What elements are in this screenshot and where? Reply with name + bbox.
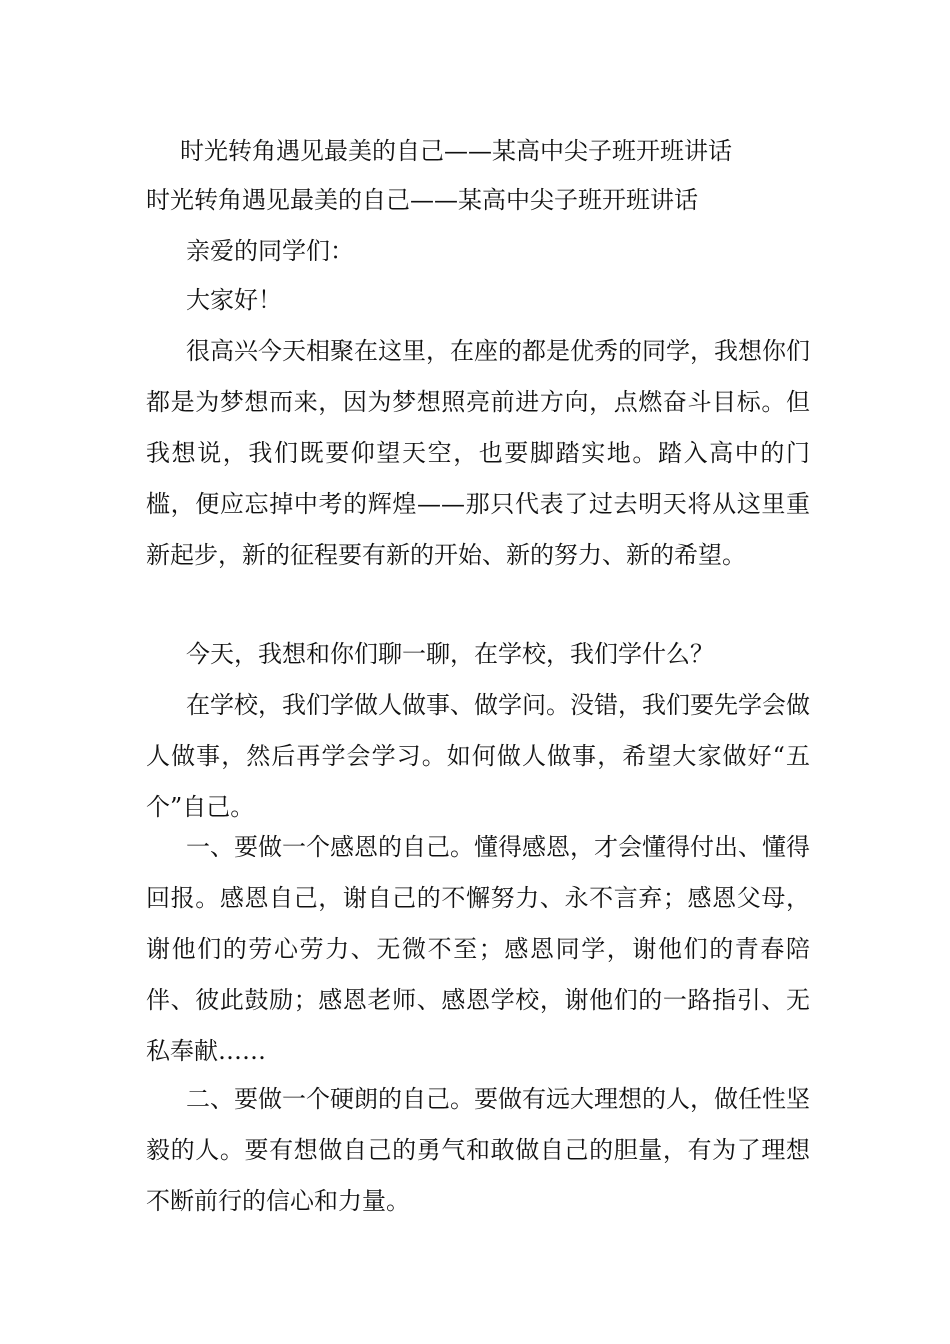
document-title: 时光转角遇见最美的自己——某高中尖子班开班讲话 bbox=[180, 137, 732, 165]
document-title-repeat: 时光转角遇见最美的自己——某高中尖子班开班讲话 bbox=[146, 186, 698, 214]
salutation: 亲爱的同学们： bbox=[186, 237, 354, 265]
paragraph-question: 今天，我想和你们聊一聊，在学校，我们学什么？ bbox=[186, 640, 714, 668]
paragraph-point-one: 一、要做一个感恩的自己。懂得感恩，才会懂得付出、懂得回报。感恩自己，谢自己的不懈努力、永不言弃；感恩父母，谢他们的劳心劳力、无微不至；感恩同学，谢他们的青春陪伴、彼此鼓励；感恩老师、感恩学校，谢他们的一路指引、无私奉献…… bbox=[146, 833, 810, 1065]
paragraph-learning: 在学校，我们学做人做事、做学问。没错，我们要先学会做人做事，然后再学会学习。如何做人做事，希望大家做好“五个”自己。 bbox=[146, 691, 810, 821]
paragraph-point-two: 二、要做一个硬朗的自己。要做有远大理想的人，做任性坚毅的人。要有想做自己的勇气和敢做自己的胆量，有为了理想不断前行的信心和力量。 bbox=[146, 1085, 810, 1215]
greeting: 大家好！ bbox=[186, 286, 282, 314]
paragraph-intro: 很高兴今天相聚在这里，在座的都是优秀的同学，我想你们都是为梦想而来，因为梦想照亮前进方向，点燃奋斗目标。但我想说，我们既要仰望天空，也要脚踏实地。踏入高中的门槛，便应忘掉中考的辉煌——那只代表了过去明天将从这里重新起步，新的征程要有新的开始、新的努力、新的希望。 bbox=[146, 337, 810, 569]
